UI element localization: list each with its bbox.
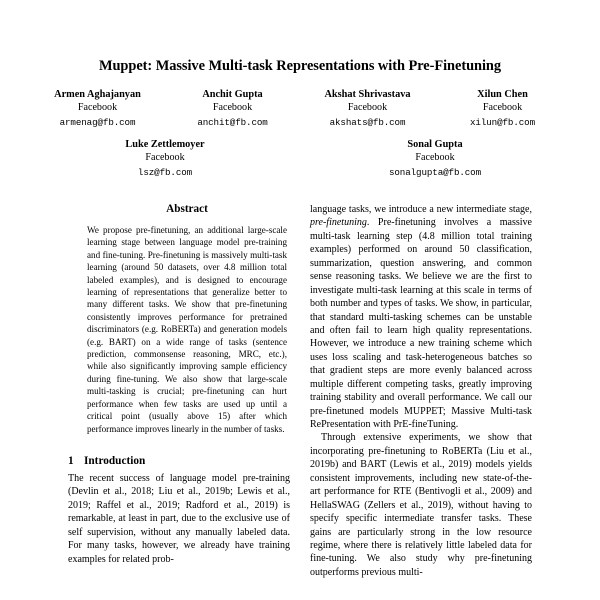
section-title: Introduction (84, 454, 146, 467)
author-name: Armen Aghajanyan (54, 89, 141, 100)
section-heading-introduction (68, 455, 290, 467)
author-block (30, 138, 300, 179)
paragraph-text-rest: . Pre-finetuning involves a massive multi-task learning step (4.8 million total training examples) performed on around 50 classification, summarization, question answering, and common sense reasoning tasks. We believe we are the first to investigate multi-task learning at this scale in terms of both number and types of tasks. We show, in particular, that standard multi-tasking schemes can be unstable and often fail to learn high quality representations. However, we introduce a new training scheme which uses loss scaling and task-heterogeneous batches so that gradient steps are more evenly balanced across multiple different competing tasks, greatly improving training stability and overall performance. We call our pre-finetuned models MUPPET; Massive Multi-task RePresentation with PrE-fineTuning. (310, 217, 532, 430)
author-affiliation: Facebook (212, 101, 253, 113)
author-row-primary (30, 88, 570, 129)
right-column-paragraph-experiments: Through extensive experiments, we show that incorporating pre-finetuning to RoBERTa (Liu et al., 2019b) and BART (Lewis et al., 2019) models yields consistent improvements, including new state-of-the-art performance for RTE (Bentivogli et al., 2009) and HellaSWAG (Zellers et al., 2019), without having to specify specific intermediate transfer tasks. These gains are particularly strong in the low resource regime, where there is relatively little labeled data for fine-tuning. We also study why pre-finetuning outperforms previous multi- (310, 432, 532, 578)
section-number: 1 (68, 454, 74, 467)
introduction-paragraph: The recent success of language model pre-training (Devlin et al., 2018; Liu et al., 2019b; Lewis et al., 2019; Raffel et al., 2019; Radford et al., 2019) is remarkable, at least in part, due to the exclusive use of self supervision, without any manually labeled data. For many tasks, however, we already have training examples for related prob- (68, 472, 290, 565)
author-affiliation: Facebook (347, 101, 388, 113)
author-block (300, 88, 435, 129)
author-affiliation: Facebook (415, 151, 455, 163)
abstract-section (87, 203, 287, 435)
right-column-paragraph-continuation (310, 203, 532, 431)
author-affiliation: Facebook (77, 101, 118, 113)
pre-finetuning-italic-term: pre-finetuning (310, 217, 367, 229)
left-column (68, 203, 290, 566)
right-column (310, 203, 532, 579)
author-affiliation: Facebook (482, 101, 523, 113)
author-email: armenag@fb.com (59, 117, 136, 129)
abstract-heading: Abstract (166, 203, 208, 215)
author-email: anchit@fb.com (197, 117, 268, 129)
author-name: Xilun Chen (477, 89, 528, 100)
author-block (435, 88, 570, 129)
author-row-secondary (30, 138, 570, 179)
author-block (300, 138, 570, 179)
paper-title: Muppet: Massive Multi-task Representations with Pre-Finetuning (98, 58, 502, 74)
author-name: Luke Zettlemoyer (125, 139, 205, 150)
author-affiliation: Facebook (145, 151, 185, 163)
author-block (165, 88, 300, 129)
author-email: sonalgupta@fb.com (388, 167, 482, 179)
author-email: lsz@fb.com (137, 167, 193, 179)
author-name: Sonal Gupta (407, 139, 463, 150)
author-email: akshats@fb.com (329, 117, 406, 129)
author-name: Akshat Shrivastava (324, 89, 411, 100)
paragraph-text-lead: language tasks, we introduce a new intermediate stage, (310, 204, 532, 215)
author-block (30, 88, 165, 129)
abstract-body: We propose pre-finetuning, an additional large-scale learning stage between language model pre-training and fine-tuning. Pre-finetuning is massively multi-task learning (around 50 datasets, over 4.8 million total labeled examples), and is designed to encourage learning of representations that generalize better to many different tasks. We show that pre-finetuning consistently improves performance for pretrained discriminators (e.g. RoBERTa) and generation models (e.g. BART) on a wide range of tasks (sentence prediction, commonsense reasoning, MRC, etc.), while also significantly improving sample efficiency during fine-tuning. We also show that large-scale multi-tasking is crucial; pre-finetuning can hurt performance when few tasks are used up until a critical point (usually above 15) after which performance improves linearly in the number of tasks. (87, 225, 287, 434)
author-email: xilun@fb.com (470, 117, 535, 129)
author-name: Anchit Gupta (202, 89, 263, 100)
